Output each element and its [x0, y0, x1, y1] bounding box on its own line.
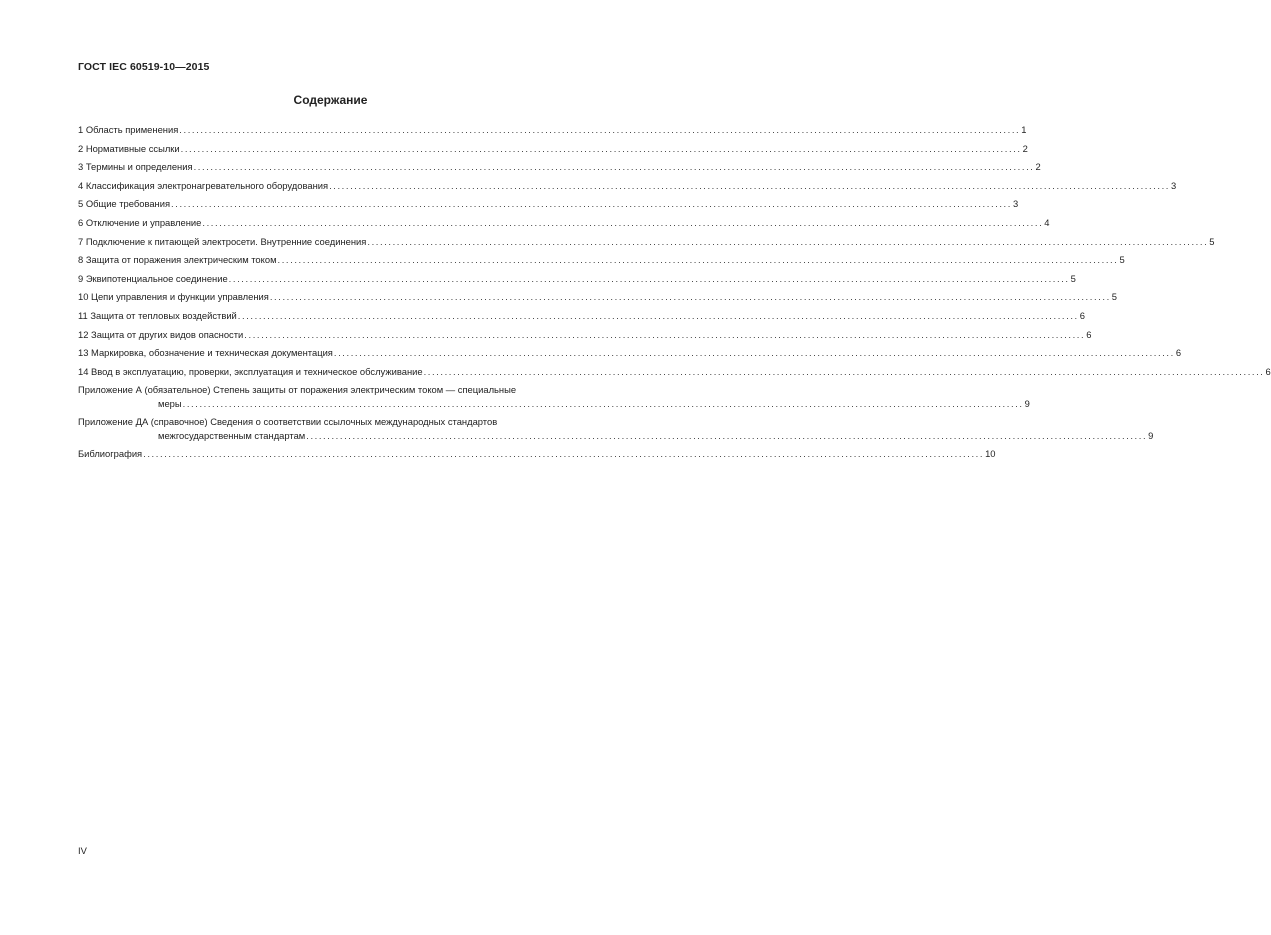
- toc-entry-page: 3: [1171, 179, 1177, 191]
- toc-entry-page: 1: [1021, 124, 1027, 135]
- toc-entry-label: 14 Ввод в эксплуатацию, проверки, эксплуатация и техническое обслуживание: [78, 365, 423, 377]
- toc-leader-dots: ........................................................................................................................................................................................................: [333, 347, 1175, 359]
- toc-entry-label: Приложение ДА (справочное) Сведения о соответствии ссылочных международных стандартов: [78, 416, 498, 428]
- toc-entry-bibliography[interactable]: [78, 448, 996, 467]
- toc-entry-page: 5: [1111, 291, 1117, 303]
- toc-entry-label: Библиография: [78, 448, 143, 460]
- toc-leader-dots: ........................................................................................................................................................................................................: [329, 179, 1170, 191]
- toc-title: Содержание: [293, 93, 368, 107]
- toc-leader-dots: ........................................................................................................................................................................................................: [306, 430, 1148, 442]
- toc-entry-label: 13 Маркировка, обозначение и техническая документация: [78, 347, 333, 359]
- toc-entry[interactable]: [78, 328, 1092, 348]
- toc-entry-label: 2 Нормативные ссылки: [78, 142, 180, 154]
- toc-entry[interactable]: [78, 309, 1085, 329]
- toc-leader-dots: ........................................................................................................................................................................................................: [179, 124, 1021, 135]
- toc-entry-page: 6: [1175, 347, 1182, 359]
- toc-entry-label: 11 Защита от тепловых воздействий: [78, 309, 237, 321]
- toc-entry-page: 6: [1086, 328, 1092, 340]
- toc-entry-page: 5: [1209, 235, 1215, 247]
- toc-entry-label: 5 Общие требования: [78, 198, 171, 210]
- toc-entries: [78, 124, 1271, 384]
- toc-entry[interactable]: [78, 216, 1050, 236]
- toc-leader-dots: ........................................................................................................................................................................................................: [228, 272, 1070, 284]
- toc-entry-label: 8 Защита от поражения электрическим током: [78, 254, 277, 266]
- toc-entry-page: 10: [985, 448, 996, 460]
- toc-entry-page: 2: [1035, 161, 1041, 173]
- toc-entry-label: 9 Эквипотенциальное соединение: [78, 272, 228, 284]
- toc-entry-page: 9: [1148, 430, 1154, 442]
- toc-entry-label-continued: межгосударственным стандартам: [158, 430, 306, 442]
- toc-leader-dots: ........................................................................................................................................................................................................: [171, 198, 1012, 210]
- toc-entry-label: 3 Термины и определения: [78, 161, 193, 173]
- toc-entry[interactable]: [78, 235, 1215, 255]
- toc-leader-dots: ........................................................................................................................................................................................................: [182, 398, 1024, 410]
- toc-leader-dots: ........................................................................................................................................................................................................: [244, 328, 1086, 340]
- toc-leader-dots: ........................................................................................................................................................................................................: [202, 216, 1044, 228]
- toc-leader-dots: ........................................................................................................................................................................................................: [193, 161, 1035, 173]
- toc-leader-dots: ........................................................................................................................................................................................................: [277, 254, 1119, 266]
- standard-code-header: ГОСТ IEC 60519-10—2015: [78, 61, 210, 73]
- toc-entry-annex-da[interactable]: [78, 416, 1154, 444]
- toc-entry[interactable]: [78, 124, 1027, 143]
- toc-leader-dots: ........................................................................................................................................................................................................: [423, 365, 1265, 377]
- toc-entry-page: 6: [1079, 309, 1085, 321]
- toc-entry-label: 4 Классификация электронагревательного оборудования: [78, 179, 329, 191]
- toc-entry[interactable]: [78, 142, 1028, 162]
- toc-entry-page: 9: [1024, 398, 1030, 410]
- toc-entry[interactable]: [78, 347, 1182, 366]
- toc-entry-label: 7 Подключение к питающей электросети. Внутренние соединения: [78, 235, 367, 247]
- toc-entry[interactable]: [78, 254, 1125, 273]
- toc-leader-dots: ........................................................................................................................................................................................................: [180, 142, 1022, 154]
- toc-entry[interactable]: [78, 272, 1076, 292]
- toc-entry-label: 1 Область применения: [78, 124, 179, 135]
- page-number: IV: [78, 845, 87, 856]
- toc-entry[interactable]: [78, 161, 1041, 180]
- toc-entry-label: 10 Цепи управления и функции управления: [78, 291, 269, 303]
- toc-entry[interactable]: [78, 179, 1177, 199]
- toc-entry-page: 4: [1044, 216, 1050, 228]
- toc-entry-label: 12 Защита от других видов опасности: [78, 328, 244, 340]
- toc-entry-label: Приложение А (обязательное) Степень защиты от поражения электрическим током — специальные: [78, 384, 517, 396]
- toc-leader-dots: ........................................................................................................................................................................................................: [269, 291, 1111, 303]
- toc-entry-page: 2: [1022, 142, 1028, 154]
- toc-entry[interactable]: [78, 365, 1271, 385]
- toc-entry-label: 6 Отключение и управление: [78, 216, 202, 228]
- toc-entry-page: 3: [1012, 198, 1019, 210]
- toc-entry-page: 5: [1070, 272, 1076, 284]
- toc-leader-dots: ........................................................................................................................................................................................................: [143, 448, 985, 460]
- toc-entry-label-continued: меры: [158, 398, 182, 410]
- toc-entry-page: 5: [1119, 254, 1125, 266]
- toc-entry-page: 6: [1265, 365, 1271, 377]
- table-of-contents: [78, 124, 1271, 467]
- toc-entry[interactable]: [78, 291, 1117, 310]
- toc-leader-dots: ........................................................................................................................................................................................................: [367, 235, 1209, 247]
- toc-entry-annex-a[interactable]: [78, 384, 1030, 412]
- toc-entry[interactable]: [78, 198, 1019, 217]
- toc-leader-dots: ........................................................................................................................................................................................................: [237, 309, 1079, 321]
